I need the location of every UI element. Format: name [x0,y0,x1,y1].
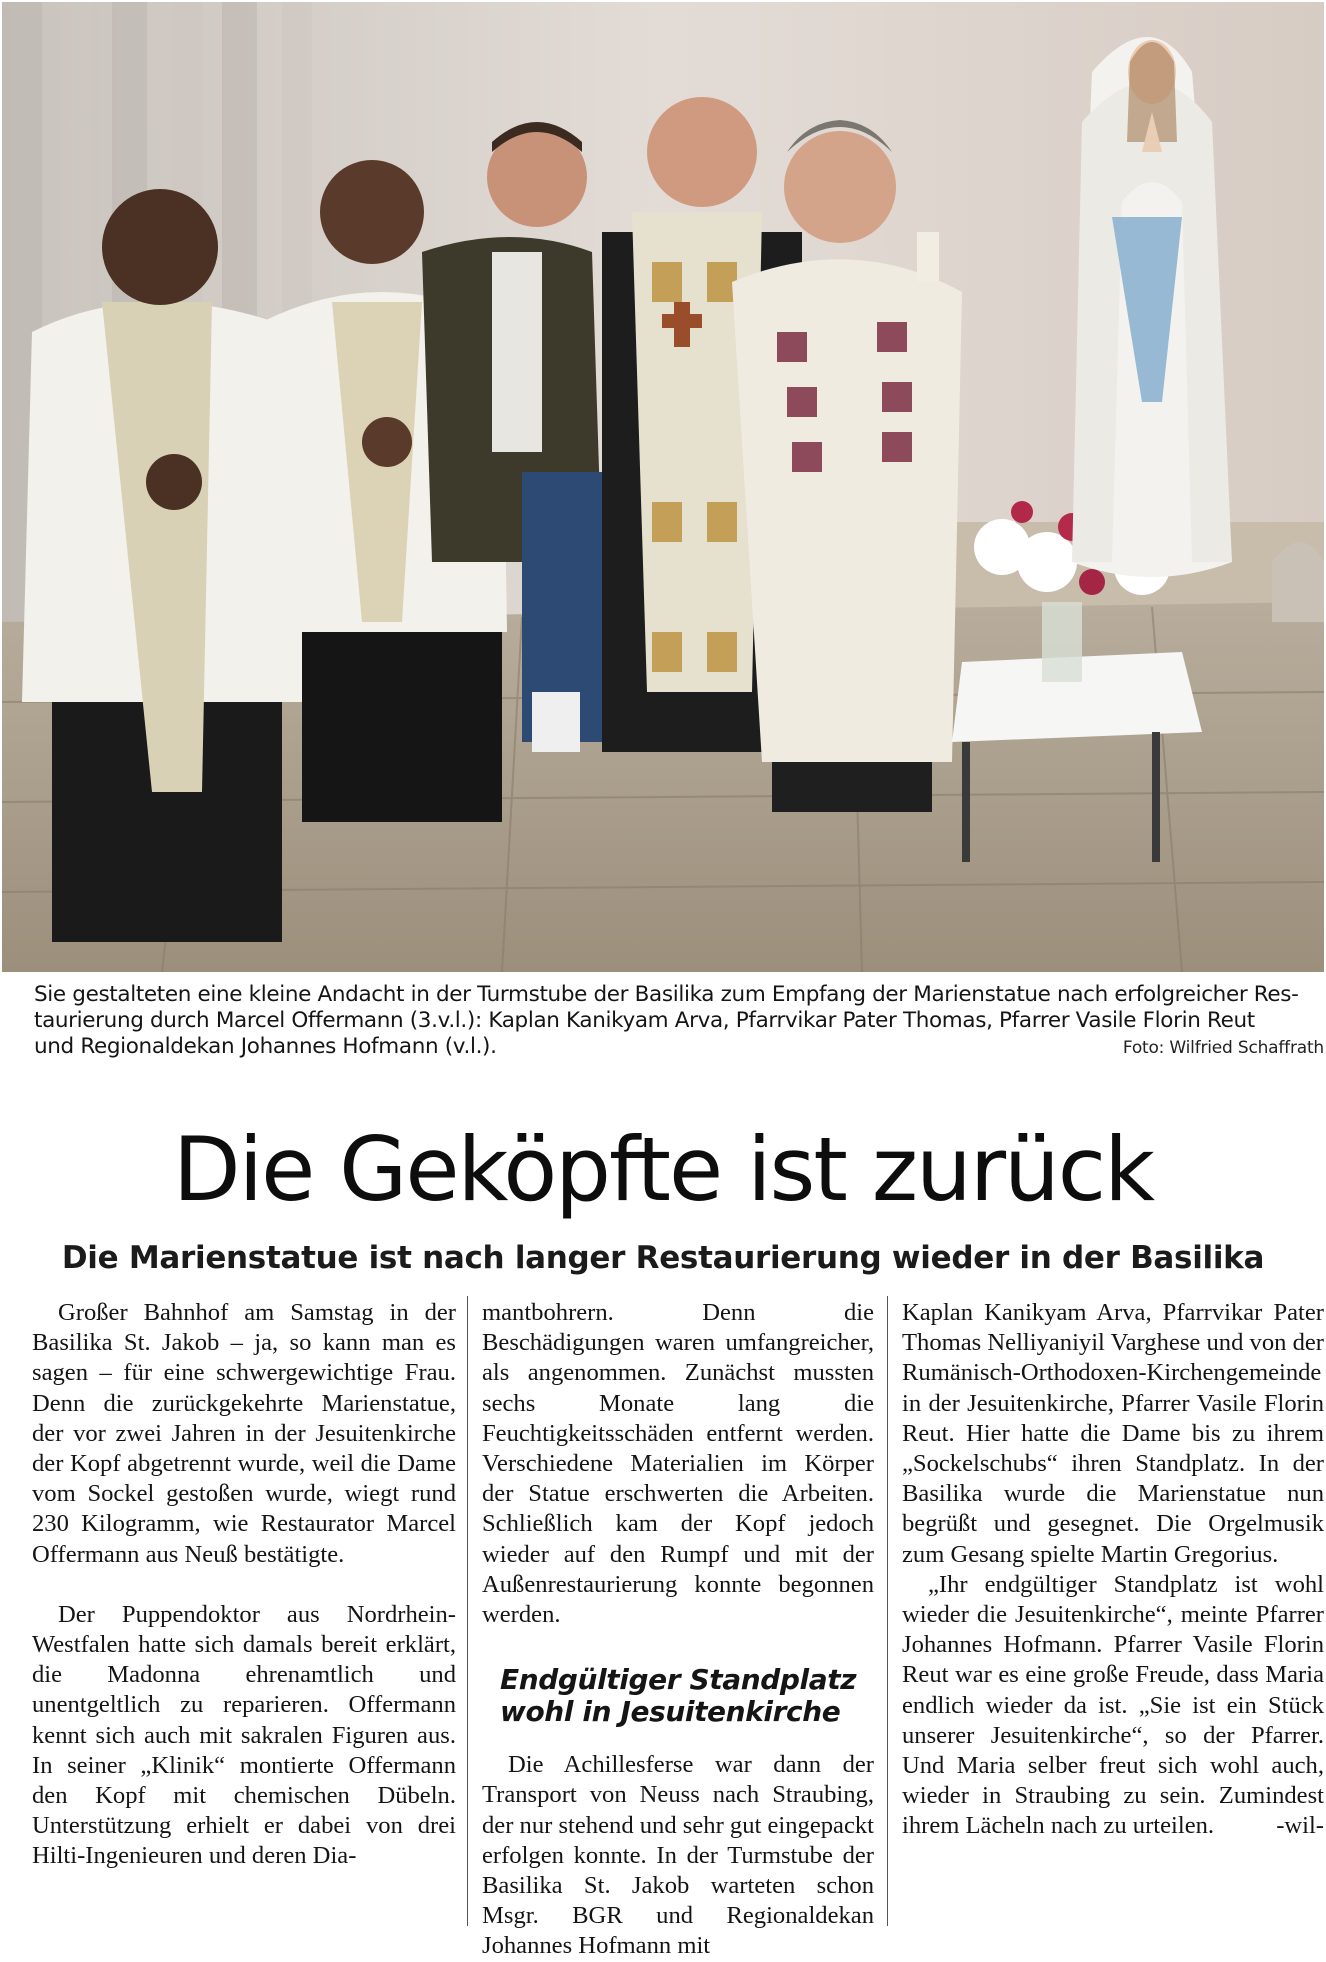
article-column-3 [902,1298,1324,1842]
article-headline: Die Geköpfte ist zurück [172,1118,1154,1221]
group-photo-icon [2,2,1324,972]
paragraph: mantbohrern. Denn die Beschädigungen waren umfangreicher, als angenommen. Zunächst mussten sechs Monate lang die Feuchtigkeitsschäden entfernt werden. Verschiedene Materialien im Körper der Statue erschwerten die Arbeiten. Schließlich kam der Kopf jedoch wieder auf den Rumpf und mit der Außenrestaurierung konnte begonnen werden. [482,1299,874,1629]
article-column-2 [482,1298,874,1962]
paragraph: Großer Bahnhof am Samstag in der Basilika St. Jakob – ja, so kann man es sagen – für eine schwergewichtige Frau. Denn die zurückgekehrte Marienstatue, der vor zwei Jahren in der Jesuitenkirche der Kopf abgetrennt wurde, weil die Dame vom Sockel gestoßen wurde, wiegt rund 230 Kilogramm, wie Restaurator Marcel Offermann aus Neuß bestätigte. [32,1299,456,1568]
paragraph: Die Achillesferse war dann der Transport von Neuss nach Straubing, der nur stehend und sehr gut eingepackt erfolgen konnte. In der Turmstube der Basilika St. Jakob warteten schon Msgr. BGR und Regionaldekan Johannes Hofmann mit [482,1751,875,1960]
article-intertitle: Endgültiger Standplatz wohl in Jesuitenkirche [500,1663,857,1729]
caption-line: und Regionaldekan Johannes Hofmann (v.l.). [34,1034,497,1059]
paragraph: Der Puppendoktor aus Nordrhein-Westfalen hatte sich damals bereit erklärt, die Madonna ehrenamtlich und unentgeltlich zu reparieren. Offermann kennt sich auch mit sakralen Figuren aus. In seiner „Klinik“ montierte Offermann den Kopf mit chemischen Dübeln. Unterstützung erhielt er dabei von drei Hilti-Ingenieuren und deren Dia- [32,1600,456,1870]
column-divider [887,1296,888,1926]
article-column-1 [32,1298,456,1872]
caption-line: taurierung durch Marcel Offermann (3.v.l.): Kaplan Kanikyam Arva, Pfarrvikar Pater Thomas, Pfarrer Vasile Florin Reut [34,1008,1255,1033]
caption-line: Sie gestalteten eine kleine Andacht in der Turmstube der Basilika zum Empfang der Marienstatue nach erfolgreicher Res- [34,982,1299,1007]
column-divider [467,1296,468,1926]
photo-credit: Foto: Wilfried Schaffrath [1122,1038,1324,1058]
paragraph-text: „Ihr endgültiger Standplatz ist wohl wieder die Jesuitenkirche“, meinte Pfarrer Johannes Hofmann. Pfarrer Vasile Florin Reut war es eine große Freude, dass Maria endlich wieder da ist. „Sie ist ein Stück unserer Jesuitenkirche“, so der Pfarrer. Und Maria selber freut sich wohl auch, wieder in Straubing zu sein. Zumindest ihrem Lächeln nach zu urteilen. [902,1570,1324,1840]
group-photo [2,2,1324,972]
caption-last-line [34,1034,1324,1061]
author-signature: -wil- [1276,1812,1324,1840]
photo-caption [34,982,1324,1061]
paragraph: Kaplan Kanikyam Arva, Pfarrvikar Pater Thomas Nelliyaniyil Varghese und von der Rumänisch-Orthodoxen-Kirchengemeinde in der Jesuitenkirche, Pfarrer Vasile Florin Reut. Hier hatte die Dame bis zu ihrem „Sockelschubs“ ihren Standplatz. In der Basilika wurde die Marienstatue nun begrüßt und gesegnet. Die Orgelmusik zum Gesang spielte Martin Gregorius. [902,1299,1324,1568]
paragraph [902,1570,1324,1842]
article-subheadline: Die Marienstatue ist nach langer Restaurierung wieder in der Basilika [61,1240,1265,1276]
